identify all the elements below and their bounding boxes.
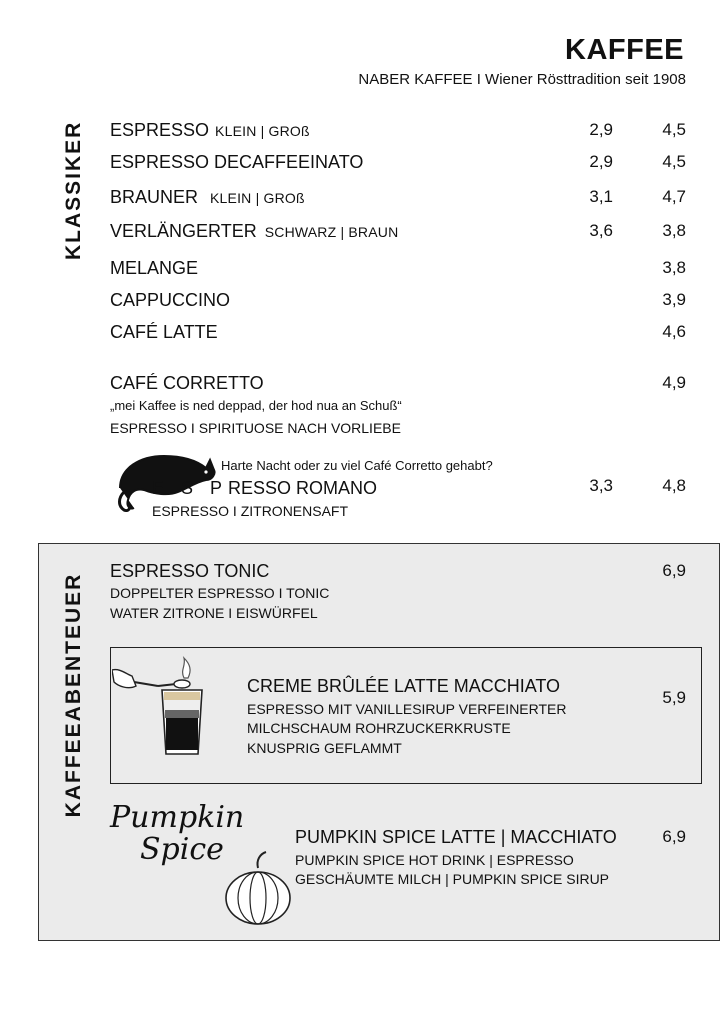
corretto-description: ESPRESSO I SPIRITUOSE NACH VORLIEBE <box>110 420 401 436</box>
menu-item-melange <box>110 258 198 279</box>
pumpkin-desc-line1: PUMPKIN SPICE HOT DRINK | ESPRESSO <box>295 852 574 868</box>
pumpkin-illustration <box>222 850 294 928</box>
price-large: 3,8 <box>662 221 686 240</box>
menu-item-espresso-tonic: ESPRESSO TONIC <box>110 561 270 581</box>
price-small: 2,9 <box>589 120 613 139</box>
menu-item-cafe-latte <box>110 322 218 343</box>
romano-name-prefix: E S P <box>152 478 229 498</box>
item-name: CAFÉ LATTE <box>110 322 218 342</box>
item-name: MELANGE <box>110 258 199 278</box>
menu-item-cafe-corretto: CAFÉ CORRETTO <box>110 373 264 393</box>
menu-item-espresso-decaffeinato <box>110 152 363 173</box>
menu-item-pumpkin-spice: PUMPKIN SPICE LATTE | MACCHIATO <box>295 827 617 847</box>
price-pumpkin: 6,9 <box>662 827 686 846</box>
tonic-desc-line2: WATER ZITRONE I EISWÜRFEL <box>110 605 318 621</box>
menu-item-espresso <box>110 120 310 141</box>
price-small: 3,3 <box>589 476 613 495</box>
menu-item-creme-brulee-latte: CREME BRÛLÉE LATTE MACCHIATO <box>247 676 561 696</box>
price-large: 3,8 <box>662 258 686 277</box>
pumpkin-script-line1: Pumpkin <box>110 800 245 835</box>
menu-item-espresso-romano <box>152 478 377 499</box>
price-large: 4,6 <box>662 322 686 341</box>
price-small: 3,1 <box>589 187 613 206</box>
price-creme: 5,9 <box>662 688 686 707</box>
price-large: 4,5 <box>662 152 686 171</box>
menu-item-verlaengerter <box>110 221 398 242</box>
item-name: ESPRESSO DECAFFEEINATO <box>110 152 364 172</box>
pumpkin-script-line2: Spice <box>140 832 224 867</box>
romano-description: ESPRESSO I ZITRONENSAFT <box>152 503 349 519</box>
item-name: BRAUNER <box>110 187 199 207</box>
creme-desc-line2: MILCHSCHAUM ROHRZUCKERKRUSTE <box>247 720 511 736</box>
creme-desc-line1: ESPRESSO MIT VANILLESIRUP VERFEINERTER <box>247 701 567 717</box>
item-size: KLEIN | GROß <box>215 123 310 139</box>
price-large: 4,8 <box>662 476 686 495</box>
romano-name-rest: RESSO ROMANO <box>228 478 378 498</box>
pumpkin-desc-line2: GESCHÄUMTE MILCH | PUMPKIN SPICE SIRUP <box>295 871 610 887</box>
section-label-kaffeeabenteuer: KAFFEEABENTEUER <box>62 572 85 818</box>
corretto-quote: „mei Kaffee is ned deppad, der hod nua an Schuß“ <box>110 398 402 413</box>
flambe-glass-illustration <box>112 656 214 760</box>
price-corretto: 4,9 <box>662 373 686 392</box>
price-small: 2,9 <box>589 152 613 171</box>
menu-item-brauner <box>110 187 305 208</box>
price-tonic: 6,9 <box>662 561 686 580</box>
menu-item-cappuccino <box>110 290 230 311</box>
item-name: ESPRESSO <box>110 120 210 140</box>
item-size: SCHWARZ | BRAUN <box>264 224 399 240</box>
romano-tagline: Harte Nacht oder zu viel Café Corretto gehabt? <box>221 458 493 473</box>
item-name: VERLÄNGERTER <box>110 221 257 241</box>
page-subtitle: NABER KAFFEE I Wiener Rösttradition seit 1908 <box>358 71 686 88</box>
tonic-desc-line1: DOPPELTER ESPRESSO I TONIC <box>110 585 330 601</box>
item-size: KLEIN | GROß <box>210 190 305 206</box>
item-name: CAPPUCCINO <box>110 290 231 310</box>
section-label-klassiker: KLASSIKER <box>62 120 85 260</box>
price-large: 4,5 <box>662 120 686 139</box>
page-title: KAFFEE <box>565 34 684 66</box>
price-large: 3,9 <box>662 290 686 309</box>
price-small: 3,6 <box>589 221 613 240</box>
creme-desc-line3: KNUSPRIG GEFLAMMT <box>247 740 402 756</box>
price-large: 4,7 <box>662 187 686 206</box>
